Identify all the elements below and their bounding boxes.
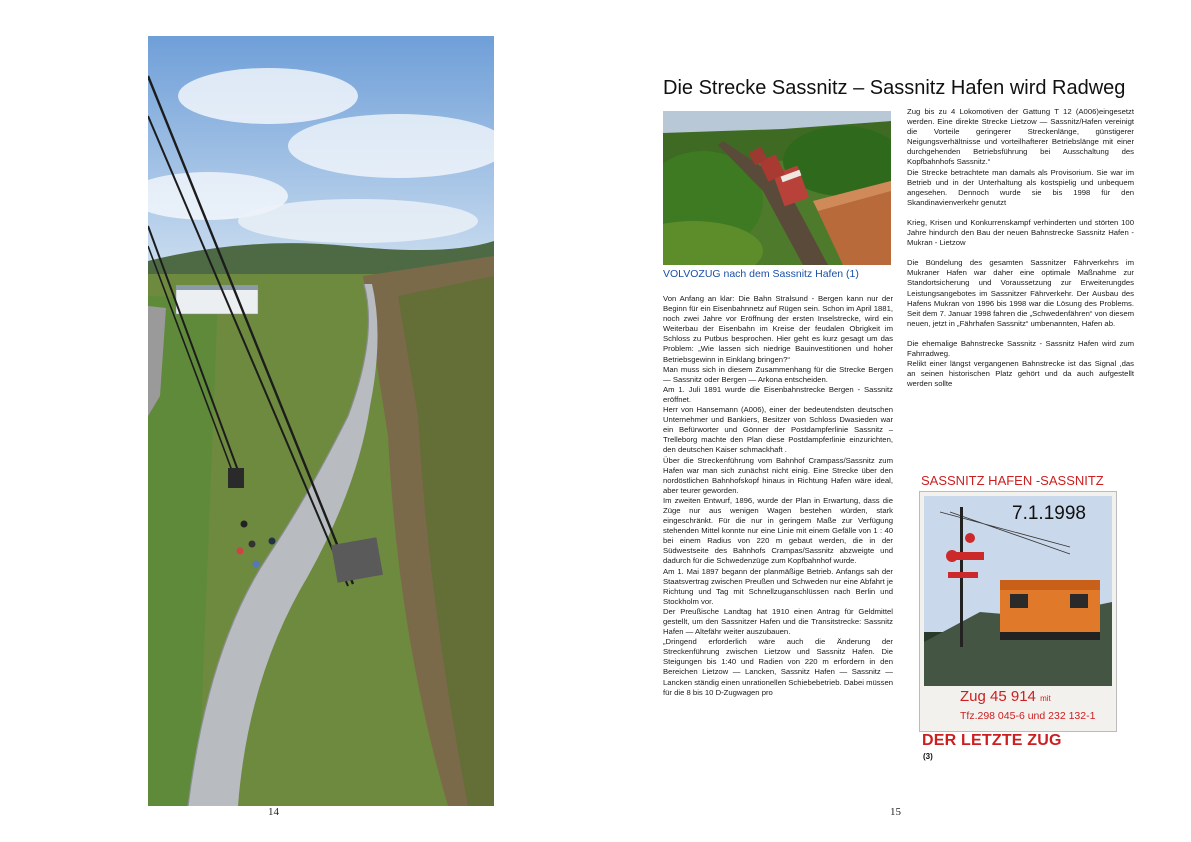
poster-headline: DER LETZTE ZUG: [922, 732, 1062, 749]
poster-zug-label: Zug 45 914: [960, 688, 1036, 705]
paragraph: Die Strecke betrachtete man damals als Provisorium. Sie war im Betrieb und in der Unterhaltung als kostspielig und unbequem angesehen. Dennoch wurde sie bis 1998 für den Skandinavienverkehr genutzt: [907, 167, 1134, 207]
paragraph: „Dringend erforderlich wäre auch die Änderung der Streckenführung zwischen Lietzow und Sassnitz Hafen. Die Steigungen bis 1:40 und Radien von 220 m erfordern in den Bereichen Lietzow — Lancken, Sassnitz Hafen — Sassnitz — Lancken ständig einen unrationellen Schiebebetrieb. Dabei müssen für die 8 bis 10 D-Zugwagen pro: [663, 637, 893, 697]
paragraph: Herr von Hansemann (A006), einer der bedeutendsten deutschen Unternehmer und Bankiers, Besitzer von Schloss Dwasieden war ein Befürworter und Gönner der Postdampferlinie Sassnitz – Trelleborg machte den Plan diese Postdampferlinie einzurichten, den deutschen Kaiser schmackhaft .: [663, 405, 893, 455]
cycle-path-photo: [148, 36, 494, 806]
article-column-right: [907, 107, 1134, 389]
poster-train-number: [960, 688, 1051, 705]
paragraph: Die ehemalige Bahnstrecke Sassnitz - Sassnitz Hafen wird zum Fahrradweg.: [907, 338, 1134, 358]
paragraph: Über die Streckenführung vom Bahnhof Crampass/Sassnitz zum Hafen war man sich zunächst nicht einig. Eine Strecke über den nordöstlichen Bahnhofskopf hinaus in Richtung Hafen wäre ideal, aber teurer geworden.: [663, 455, 893, 495]
poster-title: SASSNITZ HAFEN -SASSNITZ: [921, 473, 1104, 488]
page-title: Die Strecke Sassnitz – Sassnitz Hafen wird Radweg: [663, 77, 1126, 99]
poster-locomotives: Tfz.298 045-6 und 232 132-1: [960, 710, 1096, 722]
paragraph: Am 1. Mai 1897 begann der planmäßige Betrieb. Anfangs sah der Staatsvertrag zwischen Preußen und Schweden nur eine Abfahrt je Richtung und Tag mit Schnellzuganschlüssen nach Berlin und Stockholm vor.: [663, 566, 893, 606]
paragraph: Krieg, Krisen und Konkurrenskampf verhinderten und störten 100 Jahre hindurch den Bau der neuen Bahnstrecke Sassnitz Hafen - Mukran - Lietzow: [907, 217, 1134, 248]
paragraph: Von Anfang an klar: Die Bahn Stralsund - Bergen kann nur der Beginn für ein Eisenbahnnetz auf Rügen sein. Schon im April 1881, noch zwei Jahre vor Eröffnung der ersten Inselstrecke, wird ein Weiterbau der Eisenbahn im Kreise der feudalen Obrigkeit im Schloss zu Putbus besprochen. Hier geht es kurz gesagt um das Problem: „Wie lassen sich niedrige Bauinvestitionen und hoher Betriebsgewinn in Einklang bringen?“: [663, 294, 893, 364]
paragraph: Relikt einer längst vergangenen Bahnstrecke ist das Signal ,das an seinen historischen Platz gehört und da auch aufgestellt werden sollte: [907, 359, 1134, 389]
paragraph: Zug bis zu 4 Lokomotiven der Gattung T 12 (A006)eingesetzt werden. Eine direkte Strecke Lietzow — Sassnitz/Hafen vereinigt die Vorteile geringerer Streckenlänge, günstigerer Neigungsverhältnisse und vorteilhafterer Betriebslänge mit einer durchgehenden Betriebsführung bei Ausschaltung des Kopfbahnhofs Sassnitz.“: [907, 107, 1134, 167]
volvo-train-photo: [663, 111, 891, 265]
article-column-left: [663, 294, 893, 698]
photo-caption: VOLVOZUG nach dem Sassnitz Hafen (1): [663, 268, 859, 280]
page-number-right: 15: [890, 806, 901, 818]
paragraph: Man muss sich in diesem Zusammenhang für die Strecke Bergen — Sassnitz oder Bergen — Arkona entscheiden.: [663, 364, 893, 384]
paragraph: Am 1. Juli 1891 wurde die Eisenbahnstrecke Bergen - Sassnitz eröffnet.: [663, 384, 893, 404]
page-number-left: 14: [268, 806, 279, 818]
poster-date: 7.1.1998: [1012, 503, 1086, 524]
paragraph: Der Preußische Landtag hat 1910 einen Antrag für Geldmittel gestellt, um den Sassnitzer Hafen und die Transitstrecke: Sassnitz Hafen — Altefähr weiter auszubauen.: [663, 606, 893, 637]
paragraph: Die Bündelung des gesamten Sassnitzer Fährverkehrs im Mukraner Hafen war daher eine optimale Maßnahme zur Standortsicherung und Voraussetzung zur Erweiterungdes Leistungsangebotes im Sassnitzer Fährverkehr. Der Ausbau des Hafens Mukran von 1996 bis 1998 war die Lösung des Problems. Seit dem 7. Januar 1998 fahren die „Schwedenfähren“ von diesem neuen, jetzt in „Fährhafen Sassnitz“ umbenannten, Hafen ab.: [907, 258, 1134, 328]
paragraph: Im zweiten Entwurf, 1896, wurde der Plan in Erwartung, dass die Züge nur aus wenigen Wagen bestehen würden, stark eingeschränkt. Für die nur in geringem Maße zur Verfügung stehenden Mittel konnte nur eine Linie mit einem Gefälle von 1 : 40 bei einem Radius von 220 m gebaut werden, die in der Südwestseite des Bahnhofs Crampas/Sassnitz abzweigte und dadurch für die Schwedenzüge zum Kopfbahnhof wurde.: [663, 495, 893, 566]
poster-zug-suffix: mit: [1040, 694, 1051, 703]
poster-reference: (3): [923, 752, 933, 761]
